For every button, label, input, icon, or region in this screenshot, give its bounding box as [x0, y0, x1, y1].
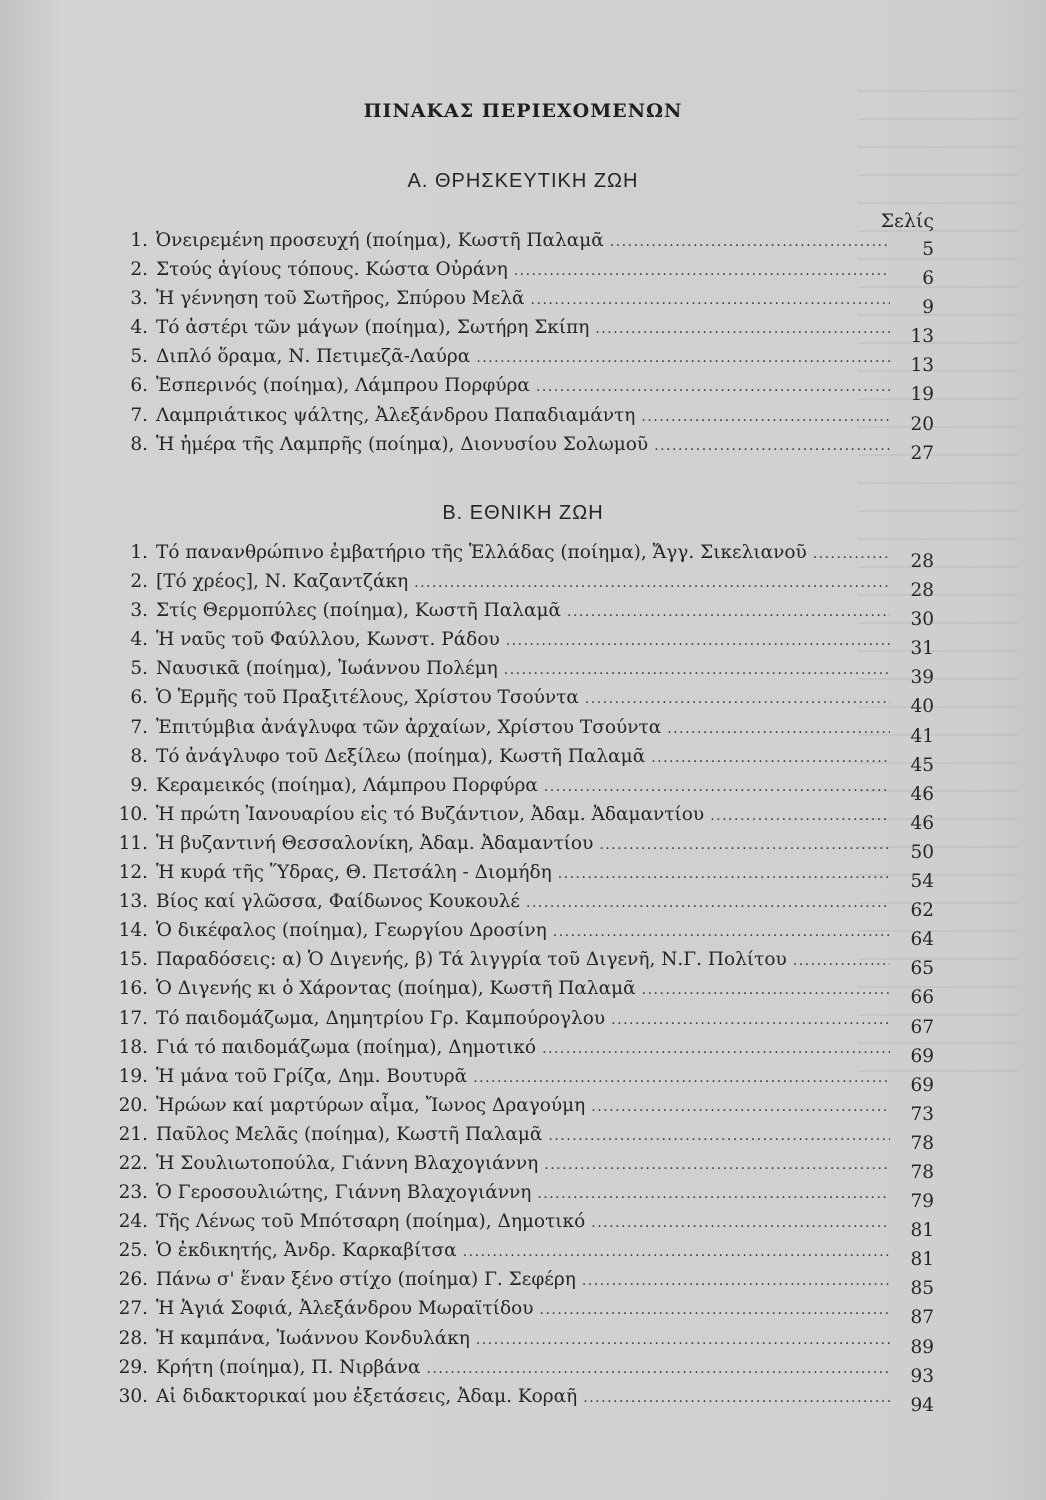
- dot-leader: [544, 1157, 890, 1173]
- toc-entry-title: Ἡ Σουλιωτοπούλα, Γιάννη Βλαχογιάννη: [156, 1152, 539, 1174]
- toc-entry-title: Ὀνειρεμένη προσευχή (ποίημα), Κωστῆ Παλαμᾶ: [156, 230, 604, 251]
- toc-entry-number: 8.: [130, 745, 148, 767]
- dot-leader: [476, 1332, 890, 1348]
- toc-entry: [112, 405, 934, 434]
- toc-entry-page: 39: [910, 667, 934, 689]
- toc-entry: [112, 434, 934, 463]
- dot-leader: [544, 779, 890, 795]
- toc-entry-number: 29.: [118, 1356, 148, 1378]
- toc-entry-page: 69: [910, 1045, 934, 1067]
- toc-entry-title: Παῦλος Μελᾶς (ποίημα), Κωστῆ Παλαμᾶ: [156, 1123, 543, 1145]
- toc-entry: [112, 746, 934, 775]
- section-b-list: [112, 542, 934, 1415]
- toc-entry-page: 79: [910, 1191, 934, 1213]
- dot-leader: [506, 633, 890, 649]
- toc-entry: [112, 775, 934, 804]
- toc-entry-title: Ἡ κυρά τῆς Ὕδρας, Θ. Πετσάλη - Διομήδη: [156, 862, 552, 884]
- toc-entry: [112, 862, 934, 891]
- dot-leader: [514, 263, 890, 279]
- dot-leader: [567, 604, 890, 620]
- toc-entry: [112, 1328, 934, 1357]
- dot-leader: [667, 721, 890, 737]
- toc-entry-number: 5.: [130, 346, 148, 368]
- dot-leader: [610, 234, 890, 250]
- toc-entry-number: 24.: [118, 1211, 148, 1233]
- toc-entry-page: 69: [910, 1074, 934, 1096]
- toc-entry-number: 26.: [118, 1269, 148, 1291]
- toc-entry-number: 25.: [118, 1240, 148, 1262]
- dot-leader: [582, 1273, 890, 1289]
- toc-entry-page: 81: [910, 1220, 934, 1242]
- toc-entry-number: 14.: [118, 920, 148, 942]
- toc-entry-number: 3.: [130, 600, 148, 622]
- toc-entry-title: Ἡ γέννηση τοῦ Σωτῆρος, Σπύρου Μελᾶ: [156, 288, 525, 310]
- toc-entry-number: 18.: [118, 1036, 148, 1058]
- toc-entry: [112, 1211, 934, 1240]
- toc-entry-number: 12.: [118, 862, 148, 884]
- toc-entry-title: Ἡ Ἁγιά Σοφιά, Ἀλεξάνδρου Μωραϊτίδου: [156, 1298, 534, 1320]
- toc-entry-title: Ἡ πρώτη Ἰανουαρίου εἰς τό Βυζάντιον, Ἀδαμ. Ἀδαμαντίου: [156, 803, 705, 825]
- page-title: ΠΙΝΑΚΑΣ ΠΕΡΙΕΧΟΜΕΝΩΝ: [363, 100, 683, 122]
- dot-leader: [642, 982, 890, 998]
- dot-leader: [813, 546, 890, 562]
- toc-entry: [112, 571, 934, 600]
- toc-entry: [112, 542, 934, 571]
- toc-entry-page: 30: [910, 609, 934, 631]
- dot-leader: [591, 1215, 890, 1231]
- toc-entry-number: 5.: [130, 658, 148, 680]
- toc-entry-page: 40: [910, 696, 934, 718]
- toc-entry: [112, 1269, 934, 1298]
- dot-leader: [611, 1012, 890, 1028]
- toc-entry: [112, 317, 934, 346]
- dot-leader: [599, 837, 890, 853]
- toc-entry-number: 15.: [118, 949, 148, 971]
- section-a-list: [112, 230, 934, 463]
- pages-column-label: Σελίς: [880, 210, 934, 232]
- toc-entry-page: 9: [922, 297, 934, 319]
- toc-entry-page: 5: [922, 239, 934, 260]
- toc-entry-number: 9.: [130, 774, 148, 796]
- dot-leader: [583, 1390, 890, 1406]
- toc-entry-title: Πάνω σ' ἕναν ξένο στίχο (ποίημα) Γ. Σεφέρη: [156, 1269, 576, 1291]
- toc-entry-number: 4.: [130, 629, 148, 651]
- toc-entry: [112, 804, 934, 833]
- dot-leader: [540, 1302, 891, 1318]
- section-a-heading: Α. ΘΡΗΣΚΕΥΤΙΚΗ ΖΩΗ: [407, 170, 639, 192]
- toc-entry: [112, 833, 934, 862]
- dot-leader: [473, 1070, 890, 1086]
- toc-entry-title: Ὁ Ἑρμῆς τοῦ Πραξιτέλους, Χρίστου Τσούντα: [156, 687, 579, 709]
- toc-entry-number: 13.: [118, 891, 148, 913]
- toc-entry: [112, 1357, 934, 1386]
- toc-entry-number: 20.: [118, 1094, 148, 1116]
- toc-entry-number: 4.: [130, 317, 148, 339]
- toc-entry-page: 66: [910, 987, 934, 1009]
- toc-entry-number: 7.: [130, 404, 148, 426]
- toc-entry-number: 16.: [118, 978, 148, 1000]
- toc-entry-title: Ἡρώων καί μαρτύρων αἷμα, Ἴωνος Δραγούμη: [156, 1094, 586, 1116]
- dot-leader: [595, 321, 890, 337]
- toc-entry-number: 3.: [130, 288, 148, 310]
- toc-entry-page: 13: [910, 355, 934, 377]
- toc-entry-title: Ἡ καμπάνα, Ἰωάννου Κονδυλάκη: [156, 1327, 470, 1349]
- toc-entry-number: 28.: [118, 1327, 148, 1349]
- toc-entry-number: 8.: [130, 433, 148, 455]
- toc-entry-page: 27: [910, 442, 934, 464]
- dot-leader: [651, 750, 890, 766]
- dot-leader: [553, 924, 890, 940]
- toc-entry-page: 67: [910, 1016, 934, 1038]
- toc-entry: [112, 891, 934, 920]
- toc-entry-title: Ἡ ἡμέρα τῆς Λαμπρῆς (ποίημα), Διονυσίου Σολωμοῦ: [156, 433, 649, 455]
- toc-entry-page: 13: [910, 326, 934, 348]
- toc-entry-title: Κεραμεικός (ποίημα), Λάμπρου Πορφύρα: [156, 774, 538, 796]
- toc-entry: [112, 375, 934, 404]
- toc-entry-number: 7.: [130, 716, 148, 738]
- toc-entry-number: 6.: [130, 687, 148, 709]
- toc-entry: [112, 1182, 934, 1211]
- toc-entry-page: 85: [910, 1278, 934, 1300]
- dot-leader: [531, 292, 890, 308]
- toc-entry-number: 1.: [130, 542, 148, 563]
- dot-leader: [548, 1128, 890, 1144]
- toc-entry-page: 28: [910, 551, 934, 572]
- toc-entry: [112, 978, 934, 1007]
- toc-entry-title: Ὁ ἐκδικητής, Ἀνδρ. Καρκαβίτσα: [156, 1240, 457, 1262]
- toc-entry-title: Στούς ἁγίους τόπους. Κώστα Οὐράνη: [156, 259, 508, 281]
- toc-entry-page: 46: [910, 812, 934, 834]
- toc-entry-number: 19.: [118, 1065, 148, 1087]
- toc-entry-number: 1.: [130, 230, 148, 251]
- dot-leader: [585, 691, 890, 707]
- toc-entry: [112, 949, 934, 978]
- toc-entry-title: Διπλό ὅραμα, Ν. Πετιμεζᾶ-Λαύρα: [156, 346, 471, 368]
- toc-entry: [112, 288, 934, 317]
- dot-leader: [476, 350, 890, 366]
- toc-entry-title: Τῆς Λένως τοῦ Μπότσαρη (ποίημα), Δημοτικό: [156, 1211, 586, 1233]
- toc-entry-number: 22.: [118, 1152, 148, 1174]
- toc-entry-title: Ἡ μάνα τοῦ Γρίζα, Δημ. Βουτυρᾶ: [156, 1065, 468, 1087]
- toc-entry: [112, 717, 934, 746]
- toc-entry-title: Γιά τό παιδομάζωμα (ποίημα), Δημοτικό: [156, 1036, 537, 1058]
- toc-entry-title: Ἑσπερινός (ποίημα), Λάμπρου Πορφύρα: [156, 375, 530, 397]
- section-b-heading: Β. ΕΘΝΙΚΗ ΖΩΗ: [442, 502, 604, 524]
- dot-leader: [558, 866, 890, 882]
- toc-entry-page: 78: [910, 1161, 934, 1183]
- toc-entry-title: Τό ἀστέρι τῶν μάγων (ποίημα), Σωτήρη Σκίπη: [156, 317, 590, 339]
- toc-entry-page: 65: [910, 958, 934, 980]
- dot-leader: [537, 1186, 890, 1202]
- dot-leader: [426, 1361, 890, 1377]
- toc-entry: [112, 1124, 934, 1153]
- toc-entry-page: 93: [910, 1365, 934, 1387]
- toc-entry-title: Τό ἀνάγλυφο τοῦ Δεξίλεω (ποίημα), Κωστῆ Παλαμᾶ: [156, 745, 646, 767]
- toc-entry: [112, 1298, 934, 1327]
- toc-entry-page: 64: [910, 929, 934, 951]
- toc-entry: [112, 1066, 934, 1095]
- toc-entry-page: 31: [910, 638, 934, 660]
- toc-entry-title: Ἡ ναῦς τοῦ Φαύλλου, Κωνστ. Ράδου: [156, 629, 500, 651]
- toc-entry-page: 19: [910, 384, 934, 406]
- toc-entry-title: Αἱ διδακτορικαί μου ἐξετάσεις, Ἀδαμ. Κοραῆ: [156, 1385, 578, 1407]
- toc-entry-page: 6: [922, 268, 934, 290]
- dot-leader: [641, 409, 890, 425]
- toc-entry: [112, 687, 934, 716]
- toc-entry-page: 62: [910, 900, 934, 922]
- toc-entry-number: 17.: [118, 1007, 148, 1029]
- toc-entry-page: 73: [910, 1103, 934, 1125]
- dot-leader: [414, 575, 890, 591]
- toc-entry: [112, 600, 934, 629]
- toc-entry: [112, 920, 934, 949]
- toc-entry: [112, 346, 934, 375]
- toc-entry-title: [Τό χρέος], Ν. Καζαντζάκη: [156, 571, 409, 593]
- toc-entry-page: 46: [910, 783, 934, 805]
- toc-entry-title: Ὁ Γεροσουλιώτης, Γιάννη Βλαχογιάννη: [156, 1182, 532, 1204]
- toc-entry-page: 89: [910, 1336, 934, 1358]
- toc-entry: [112, 259, 934, 288]
- toc-entry-title: Παραδόσεις: α) Ὁ Διγενής, β) Τά λιγγρία τοῦ Διγενῆ, Ν.Γ. Πολίτου: [156, 949, 787, 971]
- toc-entry-number: 2.: [130, 259, 148, 281]
- toc-entry: [112, 658, 934, 687]
- toc-entry-page: 94: [910, 1394, 934, 1416]
- toc-entry-title: Ἐπιτύμβια ἀνάγλυφα τῶν ἀρχαίων, Χρίστου Τσούντα: [156, 716, 662, 738]
- toc-entry-number: 6.: [130, 375, 148, 397]
- toc-entry: [112, 1095, 934, 1124]
- toc-entry-page: 50: [910, 841, 934, 863]
- dot-leader: [654, 438, 890, 454]
- dot-leader: [463, 1244, 890, 1260]
- toc-entry-title: Τό παιδομάζωμα, Δημητρίου Γρ. Καμπούρογλου: [156, 1007, 606, 1029]
- toc-entry-page: 28: [910, 580, 934, 602]
- toc-entry: [112, 1037, 934, 1066]
- toc-entry-number: 27.: [118, 1298, 148, 1320]
- toc-entry-page: 87: [910, 1307, 934, 1329]
- toc-entry-number: 10.: [118, 803, 148, 825]
- dot-leader: [591, 1099, 890, 1115]
- toc-entry: [112, 629, 934, 658]
- dot-leader: [542, 1041, 890, 1057]
- toc-entry-title: Ὁ Διγενής κι ὁ Χάροντας (ποίημα), Κωστῆ Παλαμᾶ: [156, 978, 636, 1000]
- toc-entry-page: 81: [910, 1249, 934, 1271]
- toc-entry: [112, 1008, 934, 1037]
- toc-entry-page: 54: [910, 871, 934, 893]
- toc-entry-title: Ναυσικᾶ (ποίημα), Ἰωάννου Πολέμη: [156, 658, 498, 680]
- toc-entry-number: 11.: [118, 832, 148, 854]
- toc-entry-title: Τό πανανθρώπινο ἐμβατήριο τῆς Ἑλλάδας (ποίημα), Ἄγγ. Σικελιανοῦ: [156, 542, 807, 563]
- toc-entry-title: Κρήτη (ποίημα), Π. Νιρβάνα: [156, 1356, 421, 1378]
- toc-entry-title: Λαμπριάτικος ψάλτης, Ἀλεξάνδρου Παπαδιαμάντη: [156, 404, 636, 426]
- dot-leader: [536, 379, 890, 395]
- toc-entry-title: Ὁ δικέφαλος (ποίημα), Γεωργίου Δροσίνη: [156, 920, 547, 942]
- toc-entry-title: Ἡ βυζαντινή Θεσσαλονίκη, Ἀδαμ. Ἀδαμαντίου: [156, 832, 594, 854]
- toc-entry: [112, 230, 934, 259]
- dot-leader: [710, 808, 890, 824]
- toc-entry-page: 20: [910, 413, 934, 435]
- dot-leader: [526, 895, 890, 911]
- toc-entry: [112, 1240, 934, 1269]
- toc-entry-number: 2.: [130, 571, 148, 593]
- dot-leader: [504, 662, 890, 678]
- toc-entry-number: 23.: [118, 1182, 148, 1204]
- toc-entry-page: 78: [910, 1132, 934, 1154]
- dot-leader: [793, 953, 890, 969]
- toc-entry-page: 41: [910, 725, 934, 747]
- toc-entry-title: Βίος καί γλῶσσα, Φαίδωνος Κουκουλέ: [156, 891, 521, 913]
- toc-entry: [112, 1386, 934, 1415]
- toc-entry: [112, 1153, 934, 1182]
- toc-entry-number: 21.: [118, 1123, 148, 1145]
- toc-entry-number: 30.: [118, 1385, 148, 1407]
- toc-entry-title: Στίς Θερμοπύλες (ποίημα), Κωστῆ Παλαμᾶ: [156, 600, 561, 622]
- toc-entry-page: 45: [910, 754, 934, 776]
